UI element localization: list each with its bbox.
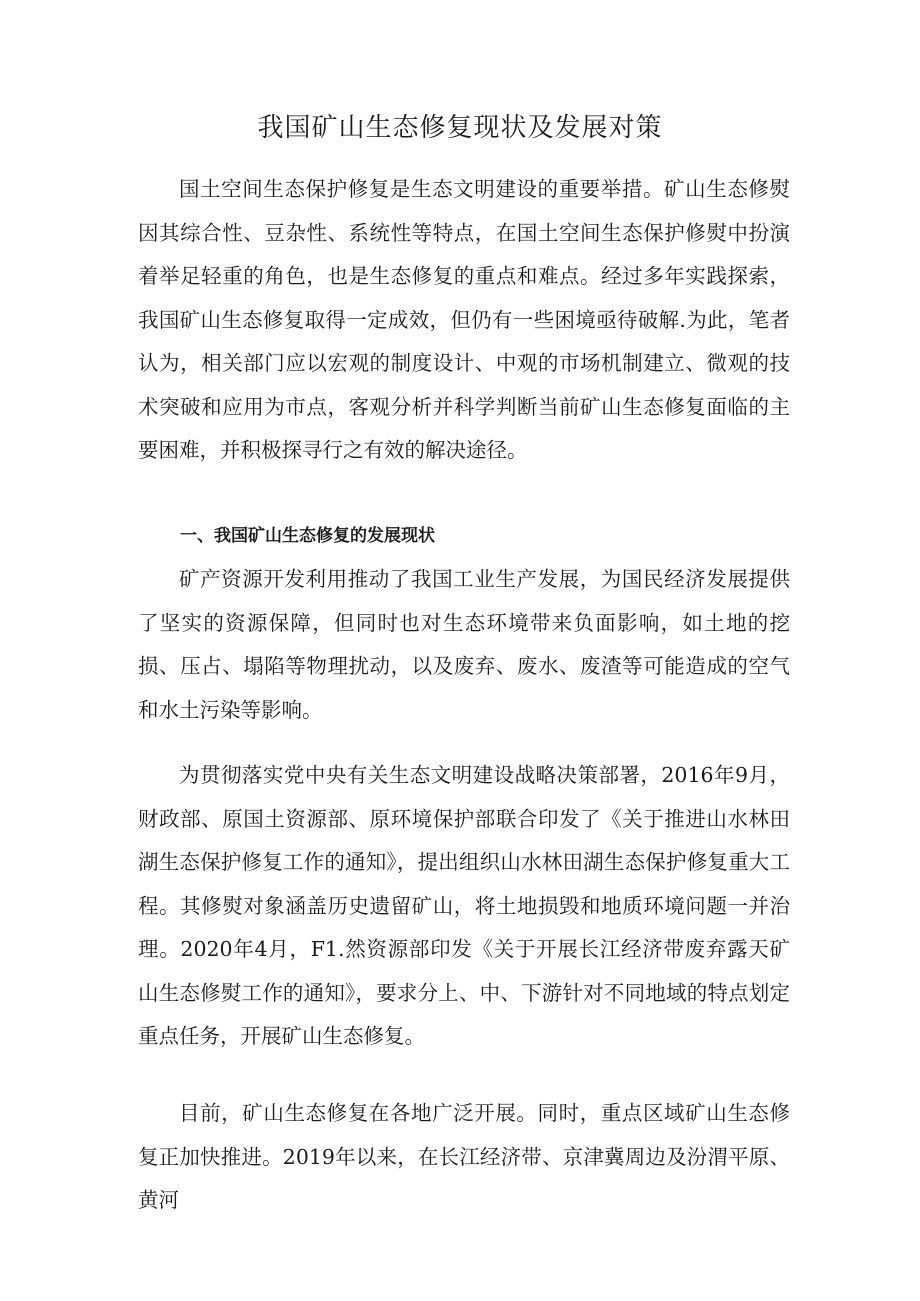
section-heading: 一、我国矿山生态修复的发展现状 xyxy=(180,526,435,546)
intro-paragraph: 国土空间生态保护修复是生态文明建设的重要举措。矿山生态修熨因其综合性、豆杂性、系统性等特点，在国土空间生态保护修熨中扮演着举足轻重的角色，也是生态修复的重点和难点。经过多年实践探索，我国矿山生态修复取得一定成效，但仍有一些困境亟待破解.为此，笔者认为，相关部门应以宏观的制度设计、中观的市场机制建立、微观的技术突破和应用为市点，客观分析并科学判断当前矿山生态修复面临的主要困难，并积极探寻行之有效的解决途径。 xyxy=(138,177,790,462)
body-paragraph-2: 矿产资源开发利用推动了我国工业生产发展，为国民经济发展提供了坚实的资源保障，但同时也对生态环境带来负面影响，如土地的挖损、压占、塌陷等物理扰动，以及废弃、废水、废渣等可能造成的空气和水土污染等影响。 xyxy=(138,567,790,722)
document-title: 我国矿山生态修复现状及发展对策 xyxy=(257,113,663,143)
body-paragraph-3: 为贯彻落实党中央有关生态文明建设战略决策部署，2016年9月，财政部、原国土资源部、原环境保护部联合印发了《关于推进山水林田湖生态保护修复工作的通知》，提出组织山水林田湖生态保护修复重大工程。其修熨对象涵盖历史遗留矿山，将土地损毁和地质环境问题一并治理。2020年4月，F1.然资源部印发《关于开展长江经济带废弃露天矿山生态修熨工作的通知》，要求分上、中、下游针对不同地域的特点划定重点任务，开展矿山生态修复。 xyxy=(138,763,790,1048)
body-paragraph-4: 目前，矿山生态修复在各地广泛开展。同时，重点区域矿山生态修复正加快推进。2019年以来，在长江经济带、京津冀周边及汾渭平原、黄河 xyxy=(138,1101,790,1212)
